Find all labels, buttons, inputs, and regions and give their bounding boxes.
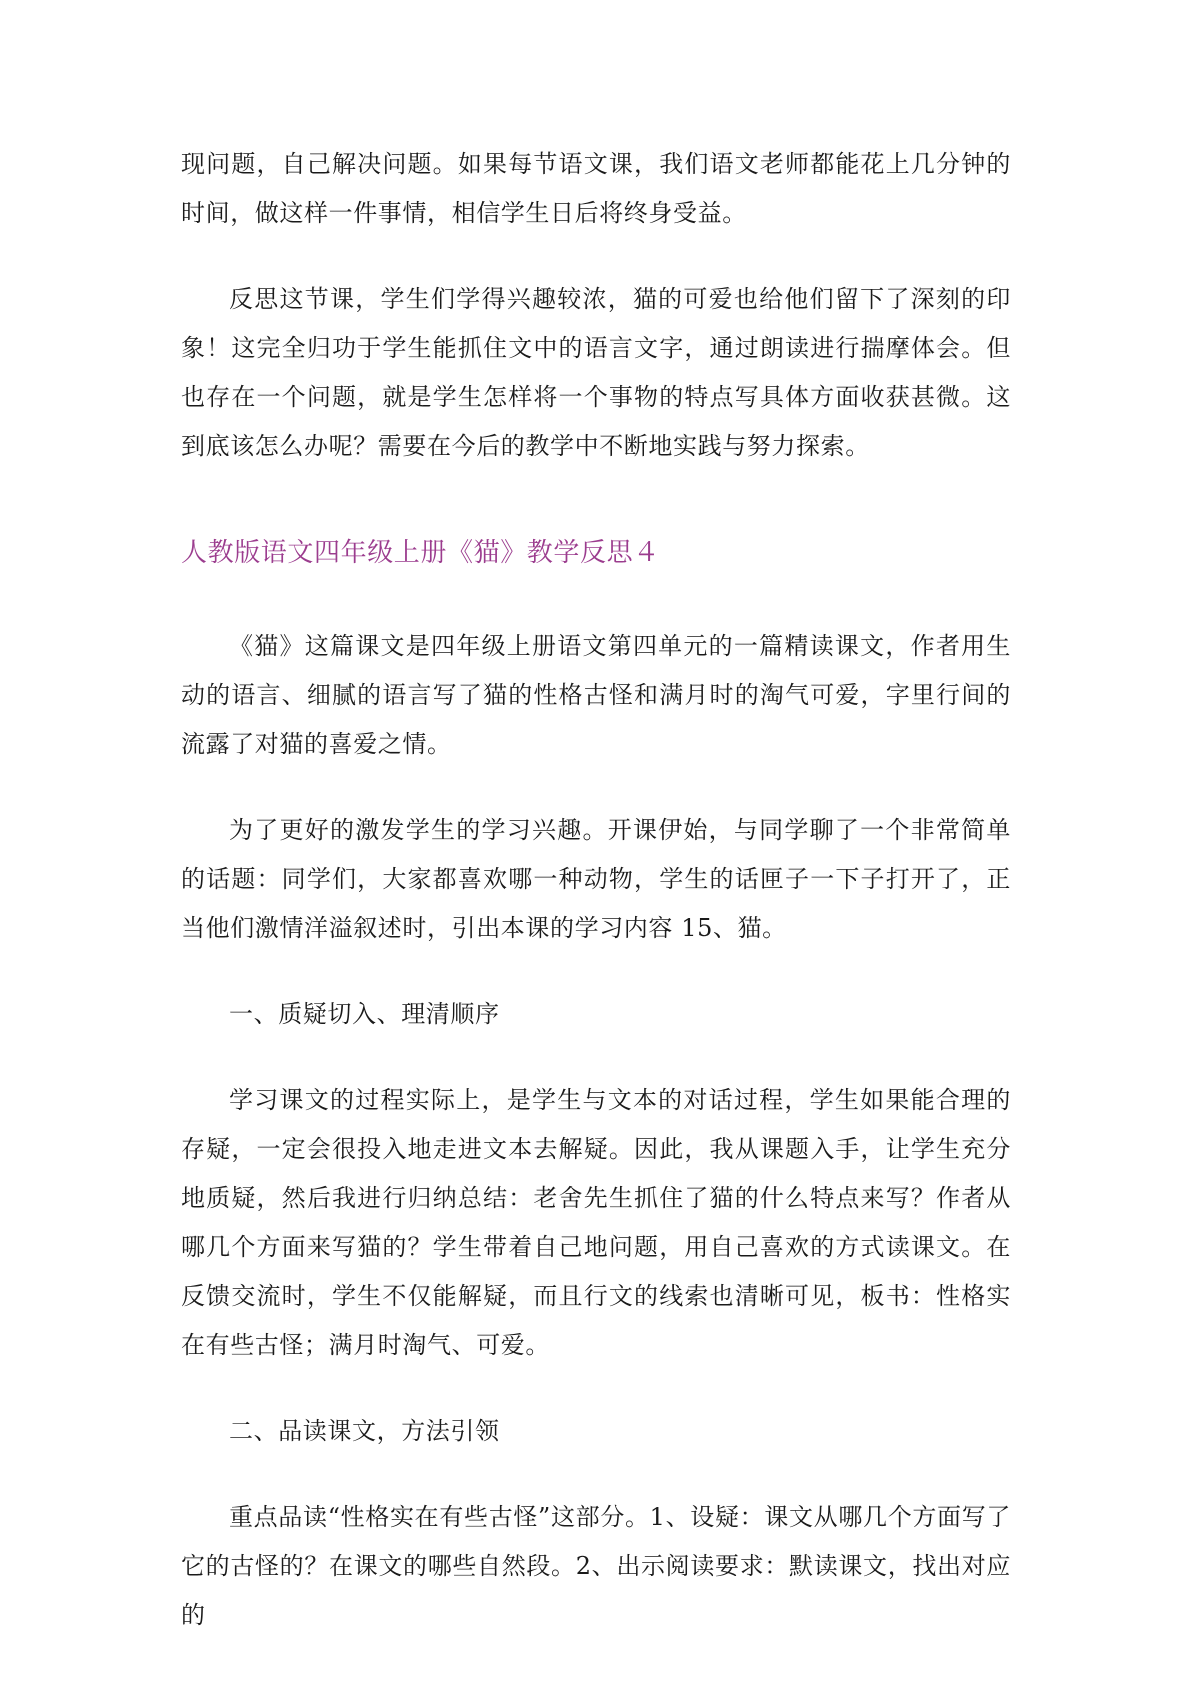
paragraph-reflection: 反思这节课，学生们学得兴趣较浓，猫的可爱也给他们留下了深刻的印象！这完全归功于学生能抓住文中的语言文字，通过朗读进行揣摩体会。但也存在一个问题，就是学生怎样将一个事物的特点写具体方面收获甚微。这到底该怎么办呢？需要在今后的教学中不断地实践与努力探索。 <box>181 285 1011 460</box>
section-heading: 人教版语文四年级上册《猫》教学反思４ <box>181 538 660 568</box>
subheading-one: 一、质疑切入、理清顺序 <box>229 1000 500 1028</box>
paragraph-intro: 《猫》这篇课文是四年级上册语文第四单元的一篇精读课文，作者用生动的语言、细腻的语言写了猫的性格古怪和满月时的淘气可爱，字里行间的流露了对猫的喜爱之情。 <box>181 632 1011 758</box>
document-body <box>181 140 1011 1677</box>
subheading-two: 二、品读课文，方法引领 <box>229 1417 500 1445</box>
paragraph-continued: 现问题，自己解决问题。如果每节语文课，我们语文老师都能花上几分钟的时间，做这样一件事情，相信学生日后将终身受益。 <box>181 150 1011 227</box>
paragraph-section-one: 学习课文的过程实际上，是学生与文本的对话过程，学生如果能合理的存疑，一定会很投入地走进文本去解疑。因此，我从课题入手，让学生充分地质疑，然后我进行归纳总结：老舍先生抓住了猫的什么特点来写？作者从哪几个方面来写猫的？学生带着自己地问题，用自己喜欢的方式读课文。在反馈交流时，学生不仅能解疑，而且行文的线索也清晰可见，板书：性格实在有些古怪；满月时淘气、可爱。 <box>181 1086 1011 1359</box>
paragraph-section-two: 重点品读“性格实在有些古怪”这部分。1、设疑：课文从哪几个方面写了它的古怪的？在课文的哪些自然段。2、出示阅读要求：默读课文，找出对应的 <box>181 1503 1011 1629</box>
paragraph-interest: 为了更好的激发学生的学习兴趣。开课伊始，与同学聊了一个非常简单的话题：同学们，大家都喜欢哪一种动物，学生的话匣子一下子打开了，正当他们激情洋溢叙述时，引出本课的学习内容 15、猫。 <box>181 816 1011 942</box>
